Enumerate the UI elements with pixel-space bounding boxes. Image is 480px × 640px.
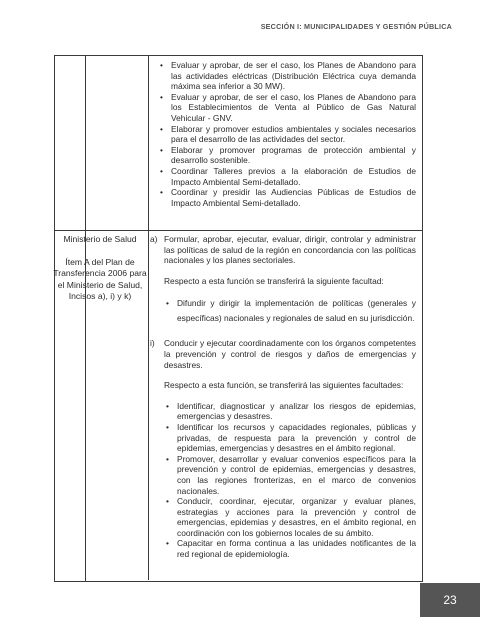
list-item: • Identificar los recursos y capacidades regionales, públicas y privadas, de respuesta para la prevención y control de epidemias, emergencias y desastres en el ámbito regional. (164, 422, 416, 454)
list-item: • Coordinar Talleres previos a la elaboración de Estudios de Impacto Ambiental Semi-detallado. (158, 166, 416, 187)
column-divider-row-1 (148, 55, 149, 231)
list-item: • Coordinar y presidir las Audiencias Públicas de Estudios de Impacto Ambiental Semi-detallado. (158, 187, 416, 208)
list-item: • Elaborar y promover estudios ambientales y sociales necesarios para el desarrollo de las actividades del sector. (158, 124, 416, 145)
item-a-text: Formular, aprobar, ejecutar, evaluar, dirigir, controlar y administrar las políticas de salud de la región en concordancia con las políticas nacionales y los planes sectoriales. (164, 234, 416, 266)
list-item: • Capacitar en forma continua a las unidades notificantes de la red regional de epidemiología. (164, 538, 416, 559)
row-2-content (150, 234, 416, 560)
list-item: • Conducir, coordinar, ejecutar, organizar y evaluar planes, estrategias y acciones para la prevención y control de emergencias, epidemias y desastres, en el ámbito regional, en coordinación con los gobiernos locales de su ámbito. (164, 496, 416, 538)
list-item: • Elaborar y promover programas de protección ambiental y desarrollo sostenible. (158, 145, 416, 166)
row-1-content (158, 60, 416, 208)
item-a-label: a) (150, 234, 158, 244)
section-header: SECCIÓN I: MUNICIPALIDADES Y GESTIÓN PÚBLICA (260, 22, 452, 31)
item-i-bullet-list (150, 401, 416, 560)
column-divider-row-2 (148, 230, 149, 580)
item-i-intro: Respecto a esta función, se transferirá las siguientes facultades: (164, 380, 404, 391)
page-number: 23 (420, 583, 480, 617)
item-a-intro: Respecto a esta función se transferirá la siguiente facultad: (164, 275, 384, 286)
ministry-cell (52, 234, 148, 302)
ministry-name: Ministerio de Salud (63, 234, 137, 244)
item-i-label: i) (150, 338, 155, 349)
list-item: • Difundir y dirigir la implementación de políticas (generales y específicas) nacionales y regionales de salud en su jurisdicción. (164, 296, 416, 326)
item-i (150, 338, 416, 370)
ministry-reference: Ítem A del Plan de Transferencia 2006 para el Ministerio de Salud, Incisos a), i) y k) (53, 257, 147, 301)
item-a-bullet-list (150, 296, 416, 326)
list-item: • Evaluar y aprobar, de ser el caso, los Planes de Abandono para los Establecimientos de Venta al Público de Gas Natural Vehicular - GNV. (158, 92, 416, 124)
item-a (150, 234, 416, 266)
item-i-text: Conducir y ejecutar coordinadamente con los órganos competentes la prevención y control de riesgos y daños de emergencias y desastres. (164, 338, 416, 370)
list-item: • Evaluar y aprobar, de ser el caso, los Planes de Abandono para las actividades eléctricas (Distribución Eléctrica cuya demanda máxima sea inferior a 30 MW). (158, 60, 416, 92)
row-1-bullet-list (158, 60, 416, 208)
table-row-1-left (54, 55, 86, 233)
list-item: • Promover, desarrollar y evaluar convenios específicos para la prevención y control de epidemias, emergencias y desastres, con las regiones fronterizas, en el marco de convenios nacionales. (164, 454, 416, 496)
list-item: • Identificar, diagnosticar y analizar los riesgos de epidemias, emergencias y desastres. (164, 401, 416, 422)
